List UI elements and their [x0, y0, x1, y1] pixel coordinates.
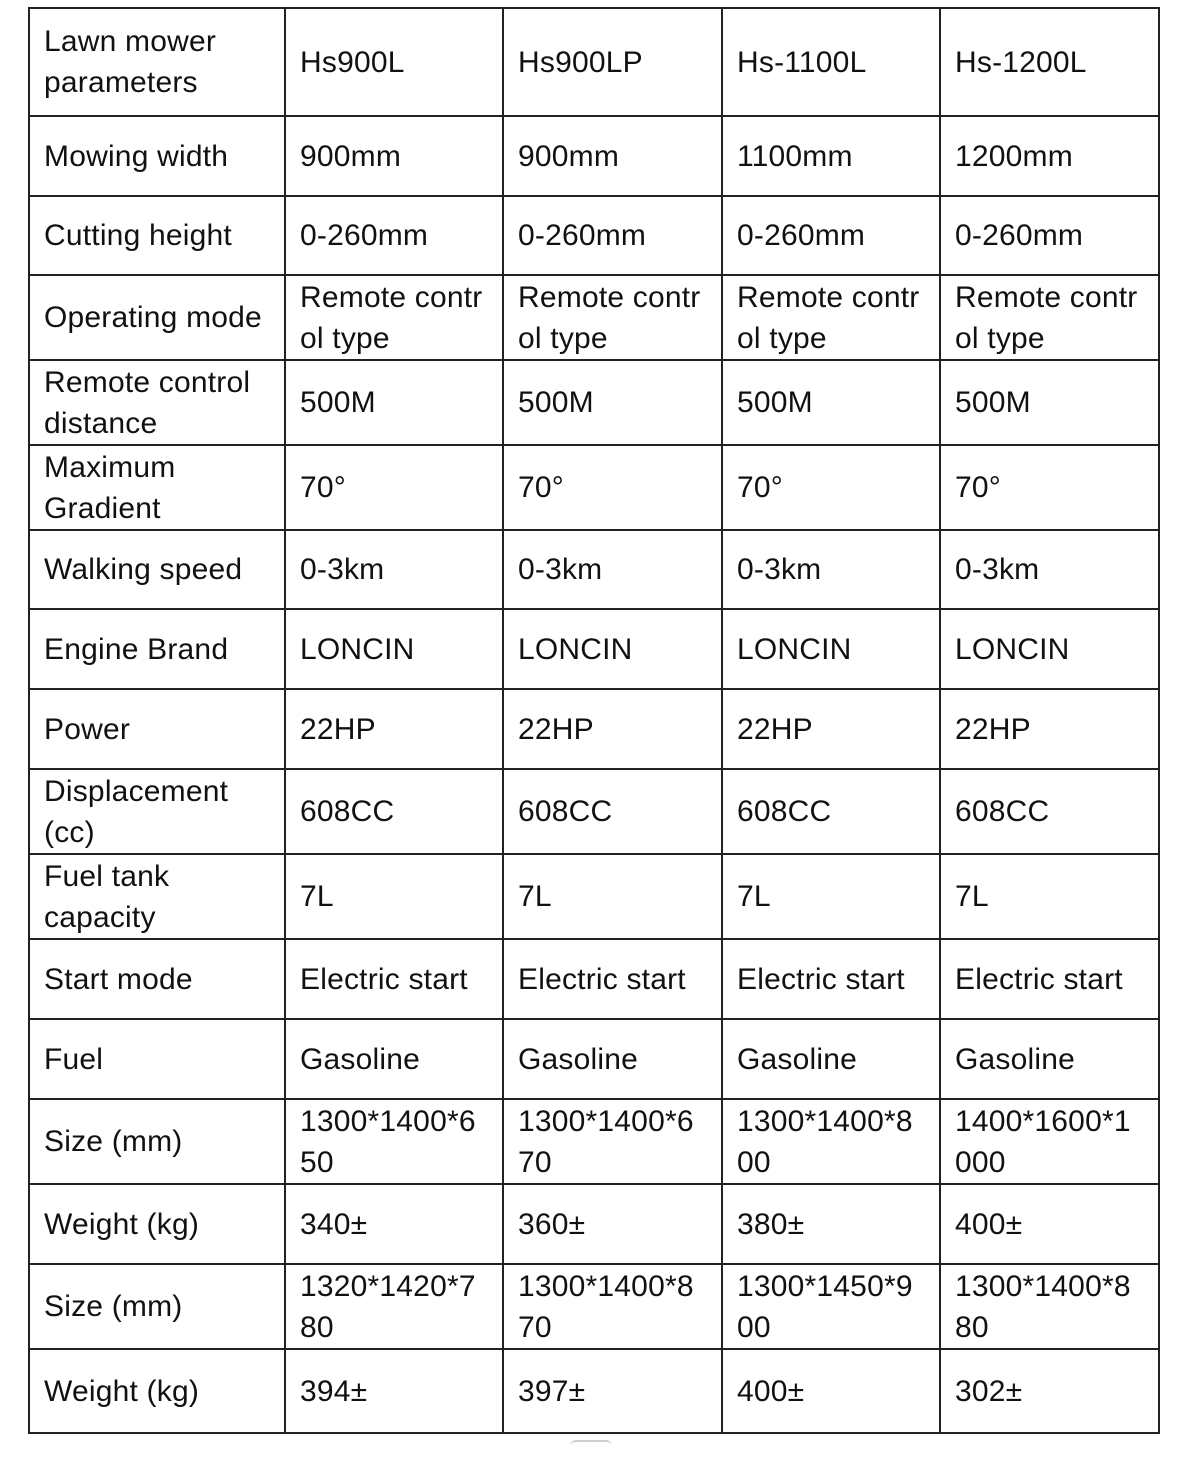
table-cell: 900mm	[285, 116, 503, 196]
table-cell: 400±	[940, 1184, 1159, 1264]
table-cell: 70°	[722, 445, 940, 530]
table-cell: 0-3km	[503, 530, 722, 609]
table-cell: 22HP	[722, 689, 940, 769]
table-cell: 608CC	[285, 769, 503, 854]
table-cell: 1200mm	[940, 116, 1159, 196]
header-cell-model: Hs900LP	[503, 8, 722, 116]
header-cell-model: Hs-1100L	[722, 8, 940, 116]
table-cell: 900mm	[503, 116, 722, 196]
table-cell: 1320*1420*780	[285, 1264, 503, 1349]
header-cell-model: Hs-1200L	[940, 8, 1159, 116]
table-cell: Gasoline	[285, 1019, 503, 1099]
table-cell: Electric start	[285, 939, 503, 1019]
table-cell: 500M	[722, 360, 940, 445]
table-cell: 0-260mm	[285, 196, 503, 275]
table-cell: 0-3km	[722, 530, 940, 609]
table-row	[29, 939, 1159, 1019]
table-cell: 500M	[285, 360, 503, 445]
table-row	[29, 360, 1159, 445]
table-row	[29, 854, 1159, 939]
table-cell: 500M	[503, 360, 722, 445]
table-cell: LONCIN	[503, 609, 722, 689]
table-cell: 1300*1400*800	[722, 1099, 940, 1184]
table-cell: Remote control type	[722, 275, 940, 360]
scroll-hint-mark	[570, 1440, 612, 1450]
table-row	[29, 769, 1159, 854]
row-label: Mowing width	[29, 116, 285, 196]
table-row	[29, 1349, 1159, 1433]
row-label: Maximum Gradient	[29, 445, 285, 530]
table-header-row	[29, 8, 1159, 116]
table-cell: 22HP	[285, 689, 503, 769]
table-cell: 1300*1400*670	[503, 1099, 722, 1184]
table-cell: 1100mm	[722, 116, 940, 196]
table-row	[29, 1184, 1159, 1264]
table-row	[29, 445, 1159, 530]
row-label: Cutting height	[29, 196, 285, 275]
row-label: Start mode	[29, 939, 285, 1019]
table-cell: 400±	[722, 1349, 940, 1433]
row-label: Walking speed	[29, 530, 285, 609]
table-cell: Remote control type	[503, 275, 722, 360]
row-label: Fuel tank capacity	[29, 854, 285, 939]
table-cell: LONCIN	[285, 609, 503, 689]
table-cell: 500M	[940, 360, 1159, 445]
row-label: Weight (kg)	[29, 1184, 285, 1264]
row-label: Remote control distance	[29, 360, 285, 445]
table-cell: 0-260mm	[940, 196, 1159, 275]
table-row	[29, 116, 1159, 196]
table-cell: Electric start	[503, 939, 722, 1019]
table-row	[29, 689, 1159, 769]
table-cell: Gasoline	[722, 1019, 940, 1099]
table-cell: 608CC	[722, 769, 940, 854]
table-cell: 0-3km	[940, 530, 1159, 609]
table-cell: 608CC	[503, 769, 722, 854]
table-cell: 394±	[285, 1349, 503, 1433]
table-row	[29, 275, 1159, 360]
row-label: Displacement (cc)	[29, 769, 285, 854]
table-cell: 1400*1600*1000	[940, 1099, 1159, 1184]
table-row	[29, 196, 1159, 275]
mower-spec-table	[28, 7, 1160, 1434]
row-label: Weight (kg)	[29, 1349, 285, 1433]
row-label: Fuel	[29, 1019, 285, 1099]
table-cell: 0-260mm	[722, 196, 940, 275]
table-cell: 70°	[940, 445, 1159, 530]
table-cell: 7L	[722, 854, 940, 939]
table-cell: Electric start	[722, 939, 940, 1019]
table-cell: 380±	[722, 1184, 940, 1264]
table-cell: 22HP	[503, 689, 722, 769]
table-cell: 1300*1400*650	[285, 1099, 503, 1184]
row-label: Operating mode	[29, 275, 285, 360]
table-row	[29, 609, 1159, 689]
table-cell: Gasoline	[940, 1019, 1159, 1099]
header-cell-model: Hs900L	[285, 8, 503, 116]
table-cell: 1300*1400*880	[940, 1264, 1159, 1349]
table-row	[29, 1099, 1159, 1184]
table-cell: LONCIN	[722, 609, 940, 689]
table-cell: 0-260mm	[503, 196, 722, 275]
table-cell: 70°	[285, 445, 503, 530]
table-cell: 608CC	[940, 769, 1159, 854]
table-cell: 397±	[503, 1349, 722, 1433]
table-cell: 7L	[285, 854, 503, 939]
table-cell: Remote control type	[285, 275, 503, 360]
table-cell: Gasoline	[503, 1019, 722, 1099]
table-cell: LONCIN	[940, 609, 1159, 689]
row-label: Size (mm)	[29, 1099, 285, 1184]
row-label: Size (mm)	[29, 1264, 285, 1349]
row-label: Power	[29, 689, 285, 769]
table-row	[29, 1264, 1159, 1349]
table-cell: 1300*1450*900	[722, 1264, 940, 1349]
table-cell: 22HP	[940, 689, 1159, 769]
table-cell: 1300*1400*870	[503, 1264, 722, 1349]
table-cell: 7L	[940, 854, 1159, 939]
table-cell: 0-3km	[285, 530, 503, 609]
table-cell: Electric start	[940, 939, 1159, 1019]
table-cell: 340±	[285, 1184, 503, 1264]
header-cell-parameters: Lawn mower parameters	[29, 8, 285, 116]
row-label: Engine Brand	[29, 609, 285, 689]
table-cell: 70°	[503, 445, 722, 530]
table-cell: 7L	[503, 854, 722, 939]
table-row	[29, 1019, 1159, 1099]
table-cell: 302±	[940, 1349, 1159, 1433]
table-row	[29, 530, 1159, 609]
table-cell: Remote control type	[940, 275, 1159, 360]
table-cell: 360±	[503, 1184, 722, 1264]
